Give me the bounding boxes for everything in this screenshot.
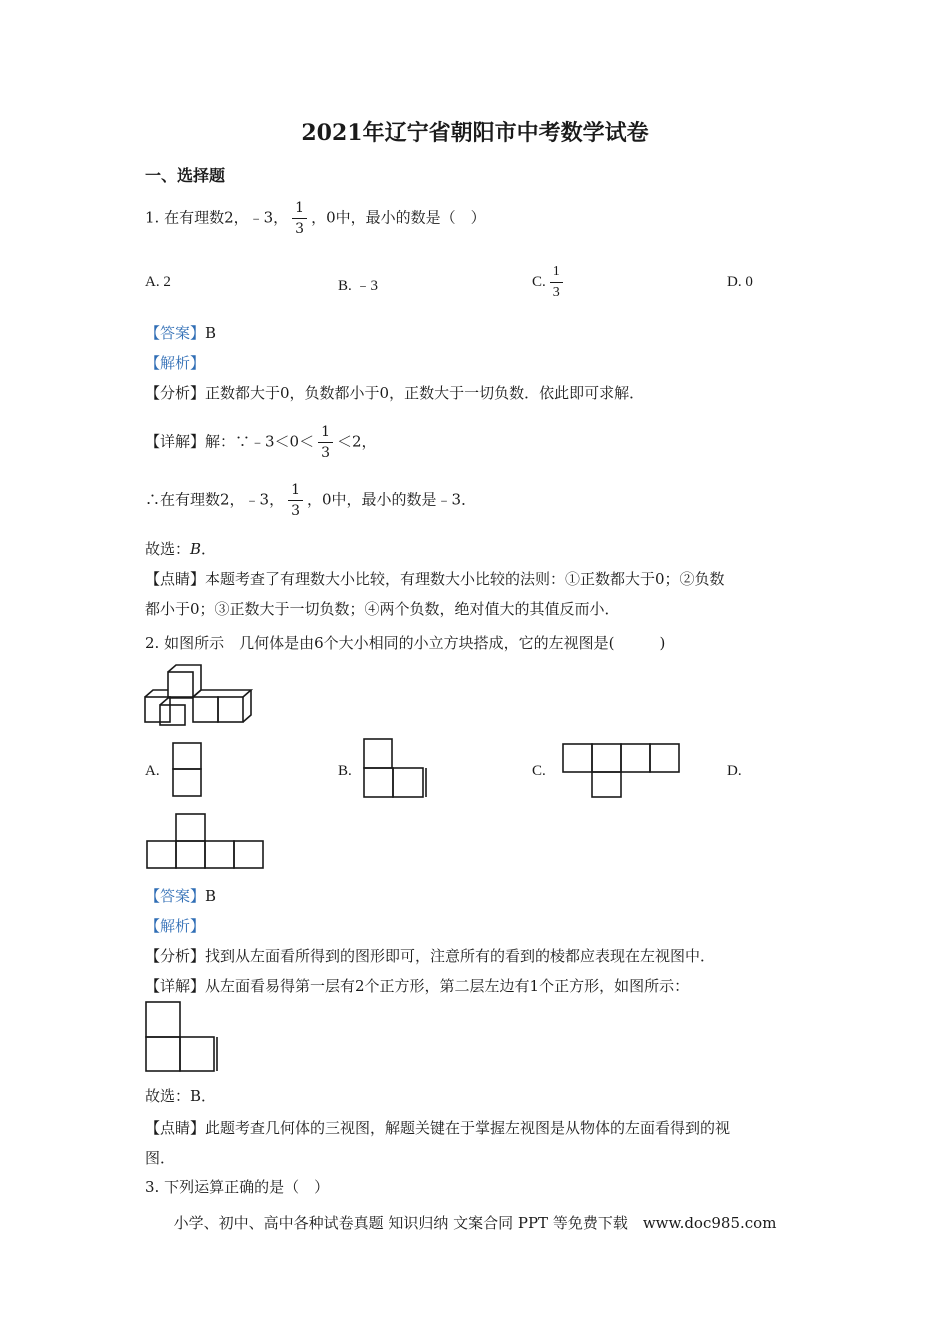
q2-fenxi: 【分析】找到从左面看所得到的图形即可，注意所有的看到的棱都应表现在左视图中． bbox=[145, 947, 716, 965]
q1-option-c-label: C. bbox=[532, 274, 546, 290]
q2-stem: 2. 如图所示 几何体是由6个大小相同的小立方块搭成，它的左视图是( ) bbox=[145, 634, 666, 652]
q2-dianjing-line1: 【点睛】此题考查几何体的三视图，解题关键在于掌握左视图是从物体的左面看得到的视 bbox=[145, 1119, 731, 1137]
option-a-figure-icon bbox=[171, 741, 203, 799]
q1-option-d: D. 0 bbox=[727, 274, 753, 290]
fraction-denominator: 3 bbox=[321, 445, 331, 461]
fraction-numerator: 1 bbox=[550, 262, 563, 283]
q1-conclusion-part1: ∴在有理数2，﹣3， bbox=[145, 490, 285, 509]
choice-prefix: 故选： bbox=[145, 540, 191, 558]
choice-suffix: ． bbox=[201, 540, 217, 558]
page-footer: 小学、初中、高中各种试卷真题 知识归纳 文案合同 PPT 等免费下载 www.doc985.com bbox=[173, 1214, 777, 1232]
q2-detail: 【详解】从左面看易得第一层有2个正方形，第二层左边有1个正方形，如图所示： bbox=[145, 977, 690, 995]
fraction-numerator: 1 bbox=[318, 422, 333, 443]
q1-dianjing-line2: 都小于0；③正数大于一切负数；④两个负数，绝对值大的其值反而小． bbox=[145, 600, 620, 618]
answer-tag: 【答案】 bbox=[145, 324, 206, 342]
q2-analysis-tag: 【解析】 bbox=[145, 917, 206, 935]
answer-tag: 【答案】 bbox=[145, 887, 206, 905]
q1-option-c-fraction bbox=[550, 262, 563, 303]
q2-answer bbox=[145, 885, 216, 907]
fraction-denominator: 3 bbox=[295, 221, 305, 237]
answer-value: B bbox=[205, 887, 217, 905]
q1-detail bbox=[145, 422, 377, 463]
q2-option-a: A. bbox=[145, 763, 160, 779]
answer-value: B bbox=[205, 324, 217, 342]
q1-detail-fraction bbox=[318, 422, 333, 463]
q1-detail-part2: ＜2， bbox=[337, 432, 377, 451]
option-b-figure-icon bbox=[362, 737, 428, 799]
q1-fenxi: 【分析】正数都大于0，负数都小于0，正数大于一切负数．依此即可求解． bbox=[145, 384, 645, 402]
q1-answer bbox=[145, 322, 216, 344]
q2-choice: 故选：B． bbox=[145, 1087, 217, 1105]
q1-analysis-tag: 【解析】 bbox=[145, 354, 206, 372]
solid-figure-icon bbox=[143, 662, 255, 726]
q1-stem-part2: ，0中，最小的数是（ ） bbox=[311, 208, 486, 227]
option-d-figure-icon bbox=[145, 812, 265, 870]
q1-stem-fraction bbox=[292, 198, 307, 239]
q1-choice bbox=[145, 538, 216, 560]
q2-option-b: B. bbox=[338, 763, 352, 779]
fraction-denominator: 3 bbox=[291, 503, 301, 519]
fraction-numerator: 1 bbox=[288, 480, 303, 501]
option-c-figure-icon bbox=[561, 742, 681, 799]
answer-figure-icon bbox=[144, 1000, 220, 1074]
choice-letter: B bbox=[190, 540, 202, 558]
q1-option-a: A. 2 bbox=[145, 274, 171, 290]
q1-conclusion-part2: ，0中，最小的数是﹣3． bbox=[307, 490, 477, 509]
fraction-denominator: 3 bbox=[552, 285, 560, 300]
q1-option-b: B. ﹣3 bbox=[338, 278, 379, 294]
q1-stem bbox=[145, 198, 486, 239]
q1-conclusion-fraction bbox=[288, 480, 303, 521]
q2-dianjing-line2: 图． bbox=[145, 1149, 176, 1167]
q2-option-c: C. bbox=[532, 763, 546, 779]
q1-detail-part1: 【详解】解：∵﹣3＜0＜ bbox=[145, 432, 315, 451]
q1-stem-part1: 1. 在有理数2，﹣3， bbox=[145, 208, 289, 227]
page-title: 2021年辽宁省朝阳市中考数学试卷 bbox=[301, 120, 649, 146]
q1-conclusion bbox=[145, 480, 476, 521]
q2-option-d: D. bbox=[727, 763, 742, 779]
q3-stem: 3. 下列运算正确的是（ ） bbox=[145, 1178, 330, 1196]
fraction-numerator: 1 bbox=[292, 198, 307, 219]
section-heading: 一、选择题 bbox=[145, 166, 226, 185]
q1-option-c bbox=[532, 262, 567, 303]
q1-dianjing-line1: 【点睛】本题考查了有理数大小比较，有理数大小比较的法则：①正数都大于0；②负数 bbox=[145, 570, 725, 588]
